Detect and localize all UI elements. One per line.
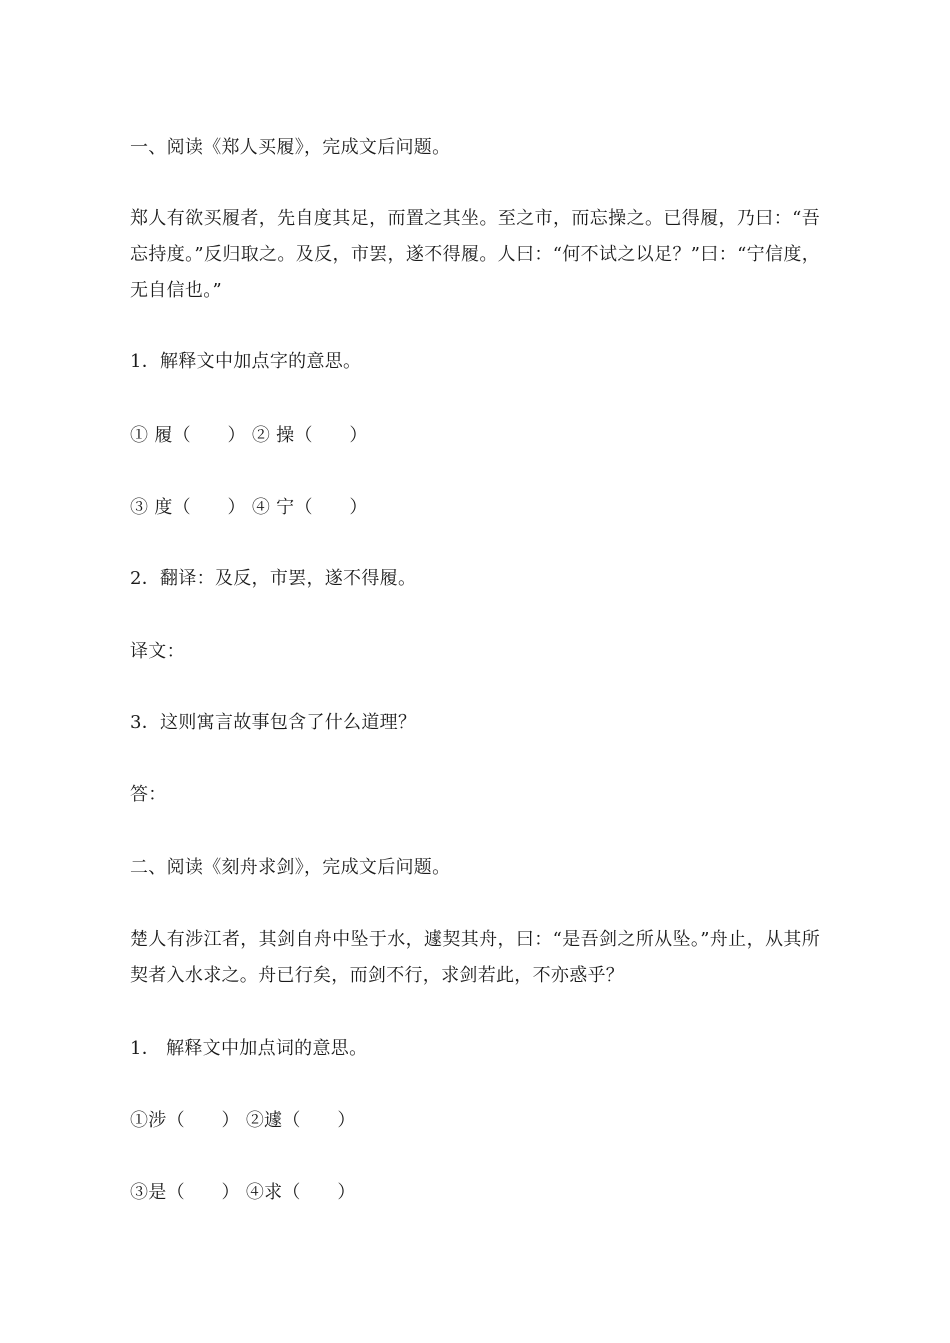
section2-question-1: 1． 解释文中加点词的意思。: [130, 1038, 368, 1059]
section2-question-1-blanks-row-1: ①涉（ ） ②遽（ ）: [130, 1110, 356, 1131]
section2-passage: 楚人有涉江者，其剑自舟中坠于水，遽契其舟，曰：“是吾剑之所从坠。”舟止，从其所契者入水求之。舟已行矣，而剑不行，求剑若此，不亦惑乎？: [130, 929, 820, 986]
section1-heading: 一、阅读《郑人买履》，完成文后问题。: [130, 137, 451, 158]
section1-question-1-blanks-row-1: ① 履（ ） ② 操（ ）: [130, 425, 368, 446]
section2-question-1-blanks-row-2: ③是（ ） ④求（ ）: [130, 1182, 356, 1203]
section1-question-3-answer-label: 答：: [130, 784, 167, 805]
section1-passage: 郑人有欲买履者，先自度其足，而置之其坐。至之市，而忘操之。已得履，乃曰：“吾忘持度。”反归取之。及反，市罢，遂不得履。人曰：“何不试之以足？”曰：“宁信度，无自信也。”: [130, 208, 820, 301]
section1-question-1: 1．解释文中加点字的意思。: [130, 351, 362, 372]
section1-question-2: 2．翻译：及反，市罢，遂不得履。: [130, 568, 417, 589]
section2-heading: 二、阅读《刻舟求剑》，完成文后问题。: [130, 857, 451, 878]
section1-question-3: 3．这则寓言故事包含了什么道理？: [130, 712, 417, 733]
section1-question-1-blanks-row-2: ③ 度（ ） ④ 宁（ ）: [130, 497, 368, 518]
section1-question-2-answer-label: 译文：: [130, 641, 185, 662]
